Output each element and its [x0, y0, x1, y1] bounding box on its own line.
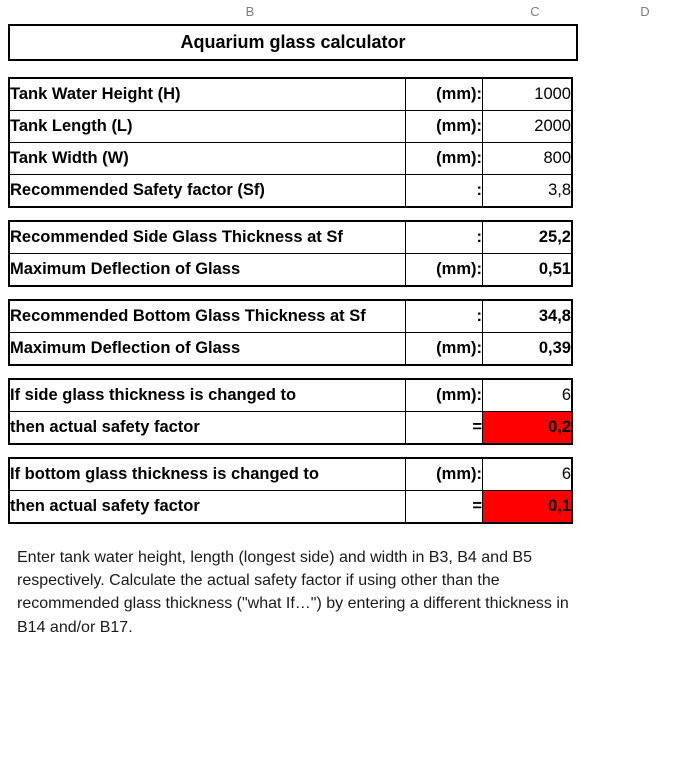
row-label-side-whatif-safety: then actual safety factor: [9, 412, 406, 445]
row-label-bottom-whatif-thickness: If bottom glass thickness is changed to: [9, 458, 406, 491]
row-label-safety-factor: Recommended Safety factor (Sf): [9, 175, 406, 208]
row-unit-side-whatif-thickness: (mm):: [406, 379, 483, 412]
cell-water-height-value[interactable]: 1000: [483, 78, 573, 111]
row-label-bottom-deflection: Maximum Deflection of Glass: [9, 333, 406, 366]
side-glass-result-block: [8, 220, 573, 287]
table-row: [9, 300, 572, 333]
column-header-b[interactable]: B: [245, 4, 255, 19]
table-row: [9, 254, 572, 287]
cell-side-deflection-value[interactable]: 0,51: [483, 254, 573, 287]
table-row: [9, 78, 572, 111]
row-unit-safety-factor: :: [406, 175, 483, 208]
cell-side-whatif-thickness-value[interactable]: 6: [483, 379, 573, 412]
bottom-glass-result-block: [8, 299, 573, 366]
row-unit-bottom-whatif-thickness: (mm):: [406, 458, 483, 491]
side-what-if-block: [8, 378, 573, 445]
cell-side-thickness-value[interactable]: 25,2: [483, 221, 573, 254]
cell-tank-length-value[interactable]: 2000: [483, 111, 573, 143]
title-block: [8, 24, 578, 61]
cell-side-whatif-safety-value[interactable]: 0,2: [483, 412, 573, 445]
table-row: [9, 412, 572, 445]
row-unit-bottom-thickness: :: [406, 300, 483, 333]
column-header-d[interactable]: D: [640, 4, 650, 19]
row-unit-tank-length: (mm):: [406, 111, 483, 143]
column-header-row: [0, 0, 675, 24]
tank-dimensions-block: [8, 77, 573, 208]
table-row: [9, 143, 572, 175]
table-row: [9, 491, 572, 524]
cell-bottom-whatif-safety-value[interactable]: 0,1: [483, 491, 573, 524]
table-row: [9, 333, 572, 366]
bottom-what-if-block: [8, 457, 573, 524]
row-unit-water-height: (mm):: [406, 78, 483, 111]
row-label-tank-length: Tank Length (L): [9, 111, 406, 143]
row-unit-side-deflection: (mm):: [406, 254, 483, 287]
row-unit-bottom-whatif-safety: =: [406, 491, 483, 524]
cell-bottom-whatif-thickness-value[interactable]: 6: [483, 458, 573, 491]
table-row: [9, 221, 572, 254]
row-label-side-deflection: Maximum Deflection of Glass: [9, 254, 406, 287]
table-row: [9, 111, 572, 143]
row-label-tank-width: Tank Width (W): [9, 143, 406, 175]
row-label-water-height: Tank Water Height (H): [9, 78, 406, 111]
row-label-bottom-thickness: Recommended Bottom Glass Thickness at Sf: [9, 300, 406, 333]
instructions-text: Enter tank water height, length (longest side) and width in B3, B4 and B5 respectively. Calculate the actual safety factor if using other than the recommended glass thickness ("what If…") by entering a different thickness in B14 and/or B17.: [17, 549, 569, 636]
row-unit-bottom-deflection: (mm):: [406, 333, 483, 366]
cell-tank-width-value[interactable]: 800: [483, 143, 573, 175]
row-unit-side-thickness: :: [406, 221, 483, 254]
table-row: [9, 458, 572, 491]
row-label-side-whatif-thickness: If side glass thickness is changed to: [9, 379, 406, 412]
column-header-c[interactable]: C: [530, 4, 540, 19]
row-label-bottom-whatif-safety: then actual safety factor: [9, 491, 406, 524]
row-label-side-thickness: Recommended Side Glass Thickness at Sf: [9, 221, 406, 254]
table-row: [9, 175, 572, 208]
row-unit-side-whatif-safety: =: [406, 412, 483, 445]
cell-bottom-deflection-value[interactable]: 0,39: [483, 333, 573, 366]
cell-bottom-thickness-value[interactable]: 34,8: [483, 300, 573, 333]
page-title: Aquarium glass calculator: [9, 25, 577, 60]
table-row: [9, 25, 577, 60]
spreadsheet-area: [0, 24, 675, 639]
cell-safety-factor-value[interactable]: 3,8: [483, 175, 573, 208]
table-row: [9, 379, 572, 412]
row-unit-tank-width: (mm):: [406, 143, 483, 175]
